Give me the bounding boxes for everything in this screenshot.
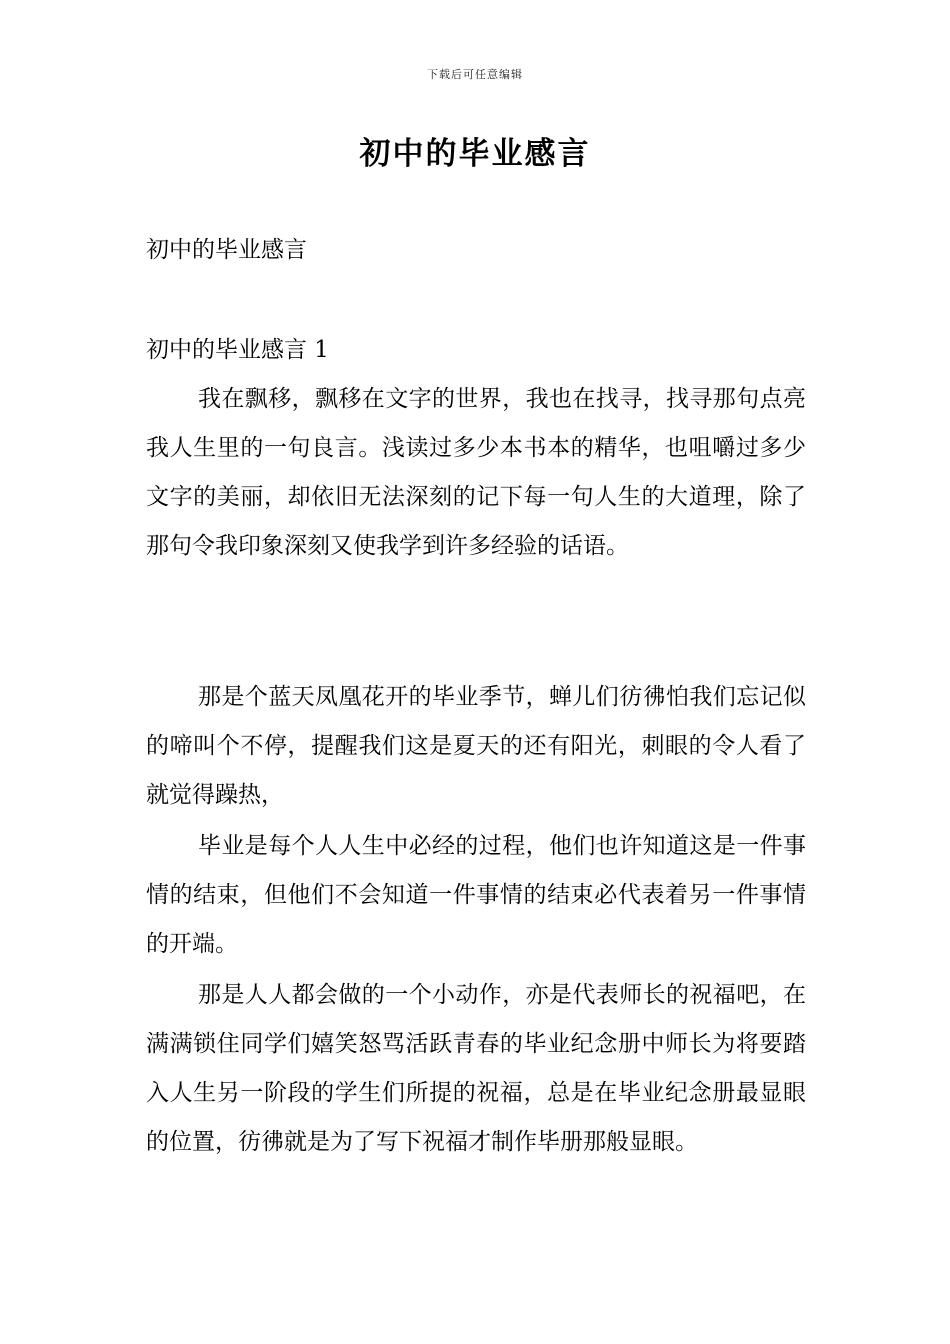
- document-title: 初中的毕业感言: [359, 136, 591, 172]
- paragraph-3: 毕业是每个人人生中必经的过程，他们也许知道这是一件事情的结束，但他们不会知道一件事情的结束必代表着另一件事情的开端。: [146, 833, 806, 957]
- paragraph-1: 我在飘移，飘移在文字的世界，我也在找寻，找寻那句点亮我人生里的一句良言。浅读过多少本书本的精华，也咀嚼过多少文字的美丽，却依旧无法深刻的记下每一句人生的大道理，除了那句令我印象深刻又使我学到许多经验的话语。: [146, 386, 806, 559]
- document-subtitle: 初中的毕业感言: [146, 237, 307, 263]
- header-note: 下载后可任意编辑: [427, 68, 523, 81]
- section-heading: 初中的毕业感言 1: [146, 337, 329, 363]
- paragraph-2: 那是个蓝天凤凰花开的毕业季节，蝉儿们彷彿怕我们忘记似的啼叫个不停，提醒我们这是夏天的还有阳光，刺眼的令人看了就觉得躁热，: [146, 684, 806, 808]
- paragraph-4: 那是人人都会做的一个小动作，亦是代表师长的祝福吧，在满满锁住同学们嬉笑怒骂活跃青春的毕业纪念册中师长为将要踏入人生另一阶段的学生们所提的祝福，总是在毕业纪念册最显眼的位置，彷彿就是为了写下祝福才制作毕册那般显眼。: [146, 982, 806, 1155]
